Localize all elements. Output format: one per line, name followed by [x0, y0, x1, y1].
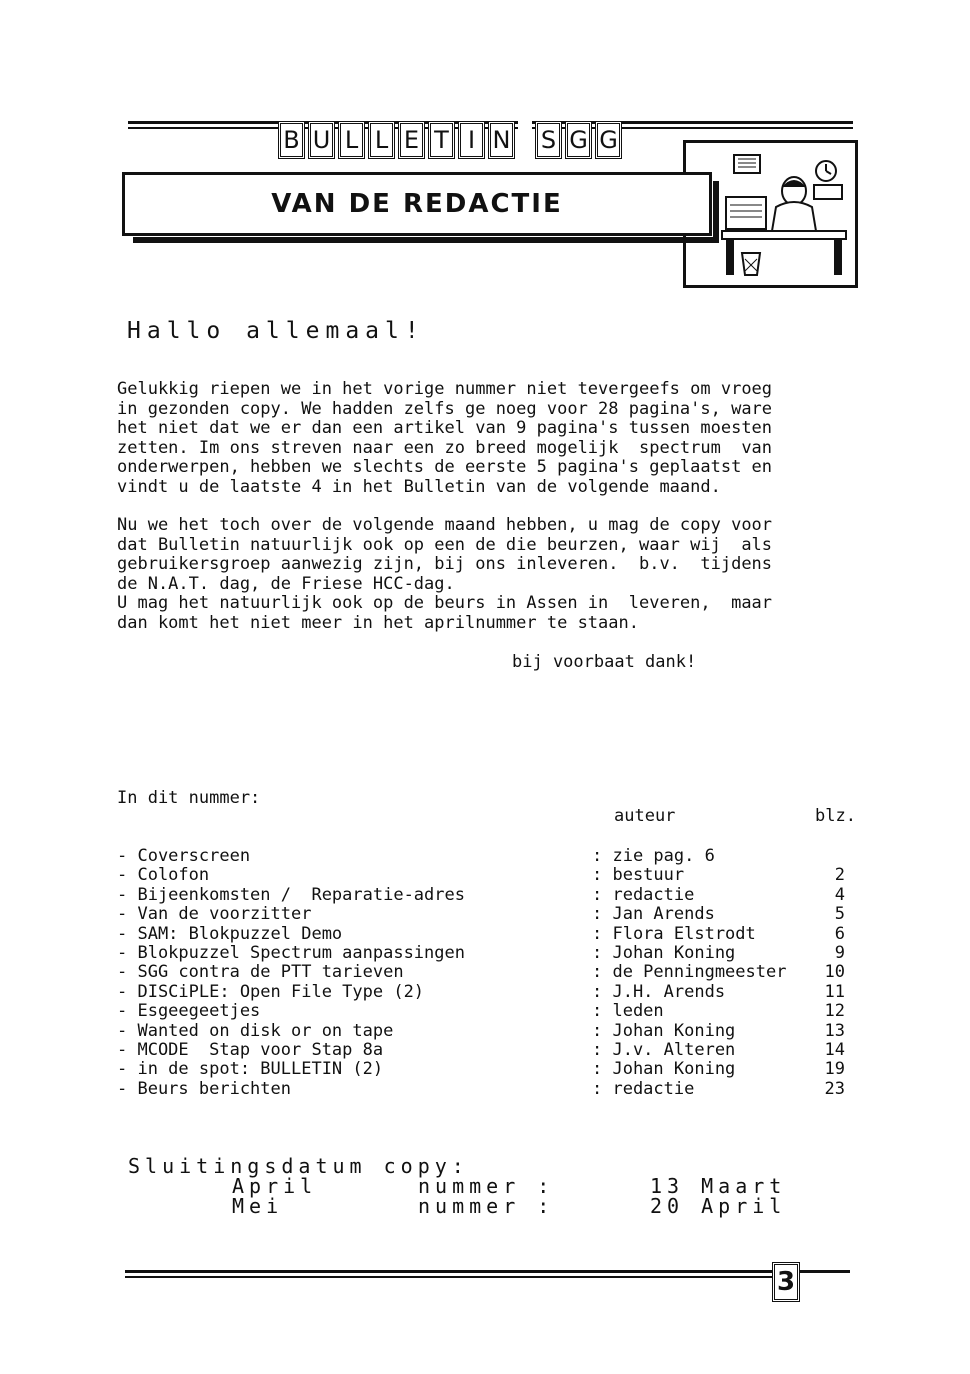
toc-row: [117, 1079, 857, 1098]
toc-item-author: : Johan Koning: [592, 1059, 736, 1080]
title-letter: G: [595, 121, 622, 159]
toc-item-page: 2: [834, 865, 845, 886]
toc-row: [117, 1040, 857, 1059]
toc-item-title: - Blokpuzzel Spectrum aanpassingen: [117, 943, 465, 963]
toc-item-page: 10: [824, 962, 845, 983]
toc-item-page: 9: [834, 943, 845, 963]
toc-item-page: 23: [824, 1078, 845, 1099]
toc-row: [117, 846, 857, 865]
title-letter: E: [398, 121, 425, 159]
toc-item-title: - Beurs berichten: [117, 1078, 291, 1099]
toc-item-author: : leden: [592, 1001, 664, 1022]
title-letter: I: [458, 121, 485, 159]
toc-item-page: 14: [824, 1040, 845, 1060]
title-letter: G: [565, 121, 592, 159]
toc-item-page: 12: [824, 1001, 845, 1022]
toc-item-page: 19: [824, 1059, 845, 1080]
toc-item-title: - Van de voorzitter: [117, 904, 312, 925]
toc-item-title: - Wanted on disk or on tape: [117, 1020, 394, 1041]
toc-row: [117, 924, 857, 943]
toc-row: [117, 1001, 857, 1020]
title-letter: T: [428, 121, 455, 159]
toc-row: [117, 885, 857, 904]
toc-item-author: : bestuur: [592, 865, 685, 886]
footer-rule: [125, 1270, 773, 1273]
toc-item-title: - Coverscreen: [117, 846, 251, 866]
toc-item-author: : Jan Arends: [592, 904, 715, 925]
toc-item-page: 4: [834, 884, 845, 905]
bulletin-title: [278, 118, 658, 162]
toc-item-title: - DISCiPLE: Open File Type (2): [117, 981, 425, 1002]
toc-item-title: - MCODE Stap voor Stap 8a: [117, 1040, 384, 1060]
toc-item-author: : de Penningmeester: [592, 962, 787, 983]
paragraph-1: Gelukkig riepen we in het vorige nummer niet tevergeefs om vroeg in gezonden copy. We hadden zelfs ge noeg voor 28 pagina's, ware het niet dat we er dan een artikel van 9 pagina's tussen moesten zetten. Im ons streven naar een zo breed mogelijk spectrum van onderwerpen, hebben we slechts de eerste 5 pagina's geplaatst en vindt u de laatste 4 in het Bulletin van de volgende maand.: [117, 379, 773, 497]
toc-row: [117, 962, 857, 981]
title-letter: U: [308, 121, 335, 159]
closing-title: Sluitingsdatum copy:: [128, 1154, 469, 1178]
banner-title: VAN DE REDACTIE: [271, 189, 563, 219]
toc-item-title: - SGG contra de PTT tarieven: [117, 962, 404, 983]
toc-row: [117, 865, 857, 884]
title-letter: L: [368, 121, 395, 159]
toc-row: [117, 904, 857, 923]
toc-item-page: 11: [824, 981, 845, 1002]
toc-item-author: : redactie: [592, 884, 695, 905]
toc-row: [117, 982, 857, 1001]
toc-item-author: : J.v. Alteren: [592, 1040, 736, 1060]
footer-rule-2: [125, 1276, 773, 1278]
toc-item-title: - in de spot: BULLETIN (2): [117, 1059, 384, 1080]
closing-month: April: [232, 1174, 318, 1198]
greeting: Hallo allemaal!: [127, 318, 425, 344]
title-letter: N: [488, 121, 515, 159]
toc-item-author: : Flora Elstrodt: [592, 923, 756, 944]
title-letter: L: [338, 121, 365, 159]
toc-item-page: 13: [824, 1020, 845, 1041]
toc-item-author: : Johan Koning: [592, 943, 736, 963]
closing-month: Mei: [232, 1194, 284, 1218]
toc-item-title: - Bijeenkomsten / Reparatie-adres: [117, 884, 465, 905]
toc-item-author: : redactie: [592, 1078, 695, 1099]
toc-header-author: auteur: [614, 806, 676, 826]
toc-title: In dit nummer:: [117, 788, 261, 808]
title-letter: B: [278, 121, 305, 159]
toc-header-page: blz.: [815, 806, 856, 826]
title-letter: S: [535, 121, 562, 159]
closing-label: nummer :: [418, 1174, 555, 1198]
toc-item-page: 5: [834, 904, 845, 925]
toc-item-title: - SAM: Blokpuzzel Demo: [117, 923, 343, 944]
closing-date: 13 Maart: [650, 1174, 787, 1198]
closing-label: nummer :: [418, 1194, 555, 1218]
toc-item-author: : zie pag. 6: [592, 846, 715, 866]
closing-date: 20 April: [650, 1194, 787, 1218]
toc-row: [117, 943, 857, 962]
toc-item-page: 6: [834, 923, 845, 944]
toc-item-title: - Esgeegeetjes: [117, 1001, 261, 1022]
section-banner: [122, 172, 712, 236]
toc-row: [117, 1021, 857, 1040]
title-spacer: [518, 121, 532, 159]
paragraph-2: Nu we het toch over de volgende maand hebben, u mag de copy voor dat Bulletin natuurlijk ook op een de die beurzen, waar wij als gebruikersgroep aanwezig zijn, bij ons inleveren. b.v. tijdens de N.A.T. dag, de Friese HCC-dag. U mag het natuurlijk ook op de beurs in Assen in leveren, maar dan komt het niet meer in het aprilnummer te staan.: [117, 515, 773, 633]
toc-item-author: : J.H. Arends: [592, 981, 726, 1002]
toc-item-title: - Colofon: [117, 865, 210, 886]
footer-rule-right: [800, 1270, 850, 1273]
toc-row: [117, 1059, 857, 1078]
thanks-line: bij voorbaat dank!: [512, 652, 697, 672]
page-number: 3: [772, 1262, 800, 1302]
toc-item-author: : Johan Koning: [592, 1020, 736, 1041]
